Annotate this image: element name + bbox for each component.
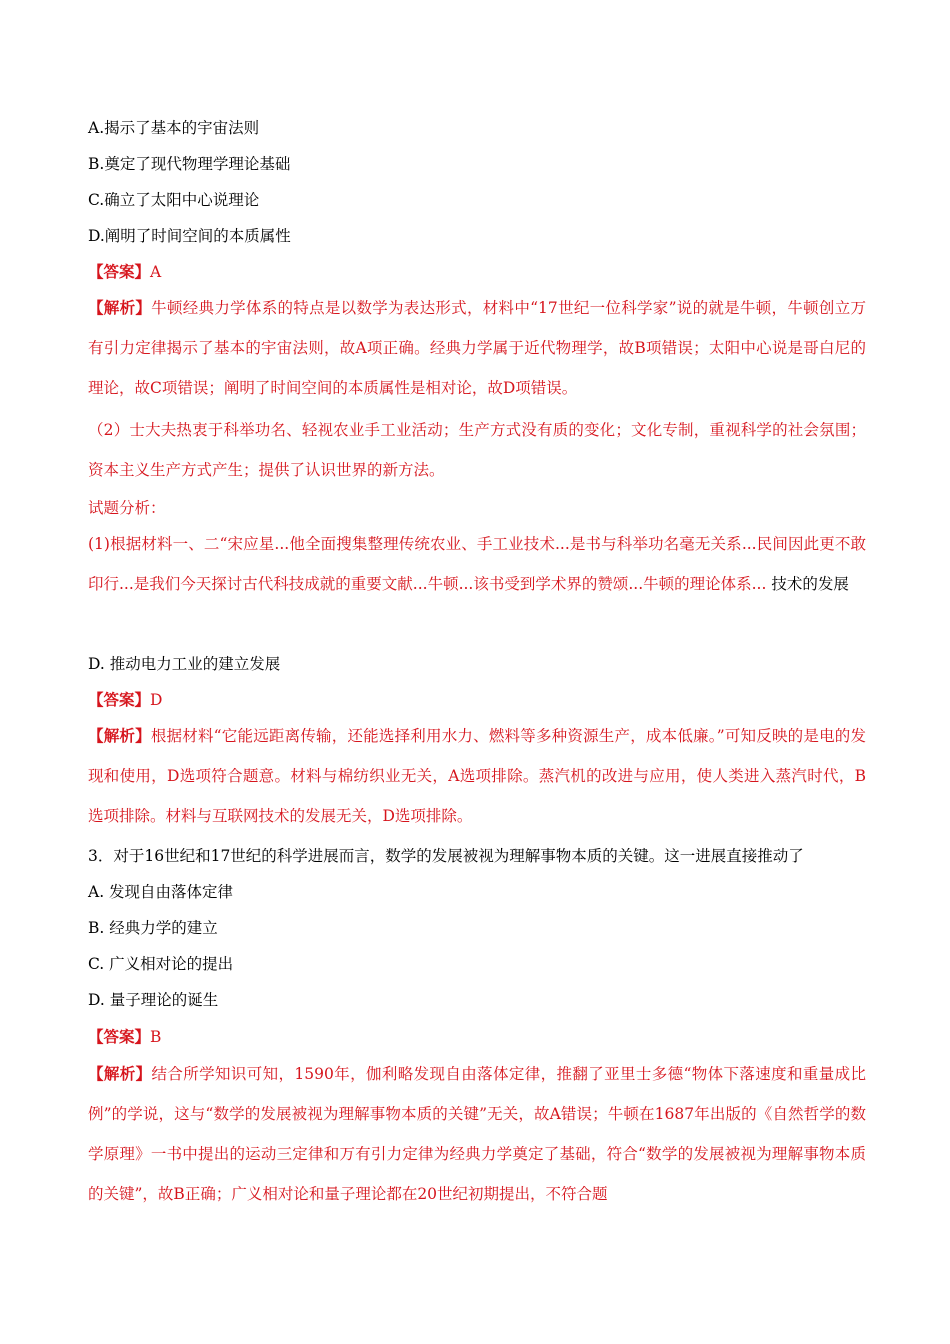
q3-option-b: B. 经典力学的建立 (88, 919, 218, 937)
q3-answer-tag: 【答案】 (88, 1027, 151, 1046)
answer-value: A (150, 263, 162, 281)
point-2-paragraph: （2）士大夫热衷于科举功名、轻视农业手工业活动；生产方式没有质的变化；文化专制，重视科学的社会氛围；资本主义生产方式产生；提供了认识世界的新方法。 (88, 421, 866, 479)
q3-stem: 3．对于16世纪和17世纪的科学进展而言，数学的发展被视为理解事物本质的关键。这一进展直接推动了 (88, 847, 804, 865)
analysis-tag: 【解析】 (88, 298, 152, 317)
analysis-paragraph (88, 288, 866, 408)
q2-answer-tag: 【答案】 (88, 690, 151, 709)
q2-analysis-paragraph (88, 716, 866, 836)
answer-tag: 【答案】 (88, 262, 151, 281)
option-d: D.阐明了时间空间的本质属性 (88, 227, 291, 245)
q3-option-a: A. 发现自由落体定律 (88, 883, 234, 901)
q3-analysis-tag: 【解析】 (88, 1064, 152, 1083)
option-a: A.揭示了基本的宇宙法则 (88, 119, 260, 137)
q2-answer-value: D (150, 691, 163, 709)
q3-option-d: D. 量子理论的诞生 (88, 991, 219, 1009)
point-1-paragraph (88, 524, 866, 604)
q3-analysis-text: 结合所学知识可知，1590年，伽利略发现自由落体定律，推翻了亚里士多德“物体下落速度和重量成比例”的学说，这与“数学的发展被视为理解事物本质的关键”无关，故A错误；牛顿在1687年出版的《自然哲学的数学原理》一书中提出的运动三定律和万有引力定律为经典力学奠定了基础，符合“数学的发展被视为理解事物本质的关键”，故B正确；广义相对论和量子理论都在20世纪初期提出，不符合题 (88, 1065, 866, 1203)
q3-analysis-paragraph (88, 1054, 866, 1214)
answer-line (88, 260, 161, 284)
option-b: B.奠定了现代物理学理论基础 (88, 155, 291, 173)
point-1-red-text: (1)根据材料一、二“宋应星...他全面搜集整理传统农业、手工业技术...是书与科举功名毫无关系...民间因此更不敢印行...是我们今天探讨古代科技成就的重要文献...牛顿...该书受到学术界的赞颂...牛顿的理论体系... (88, 535, 866, 593)
q2-analysis-tag: 【解析】 (88, 726, 151, 745)
q2-answer-line (88, 688, 162, 712)
q3-answer-line (88, 1025, 161, 1049)
option-c: C.确立了太阳中心说理论 (88, 191, 260, 209)
q2-option-d: D. 推动电力工业的建立发展 (88, 655, 281, 673)
analysis-text: 牛顿经典力学体系的特点是以数学为表达形式，材料中“17世纪一位科学家”说的就是牛顿，牛顿创立万有引力定律揭示了基本的宇宙法则，故A项正确。经典力学属于近代物理学，故B项错误；太阳中心说是哥白尼的理论，故C项错误；阐明了时间空间的本质属性是相对论，故D项错误。 (88, 299, 866, 397)
q3-answer-value: B (150, 1028, 162, 1046)
analysis-heading: 试题分析： (88, 499, 166, 517)
point-1-black-text: 技术的发展 (766, 575, 849, 593)
q3-option-c: C. 广义相对论的提出 (88, 955, 234, 973)
q2-analysis-text: 根据材料“它能远距离传输，还能选择利用水力、燃料等多种资源生产，成本低廉。”可知反映的是电的发现和使用，D选项符合题意。材料与棉纺织业无关，A选项排除。蒸汽机的改进与应用，使人类进入蒸汽时代，B选项排除。材料与互联网技术的发展无关，D选项排除。 (88, 727, 866, 825)
